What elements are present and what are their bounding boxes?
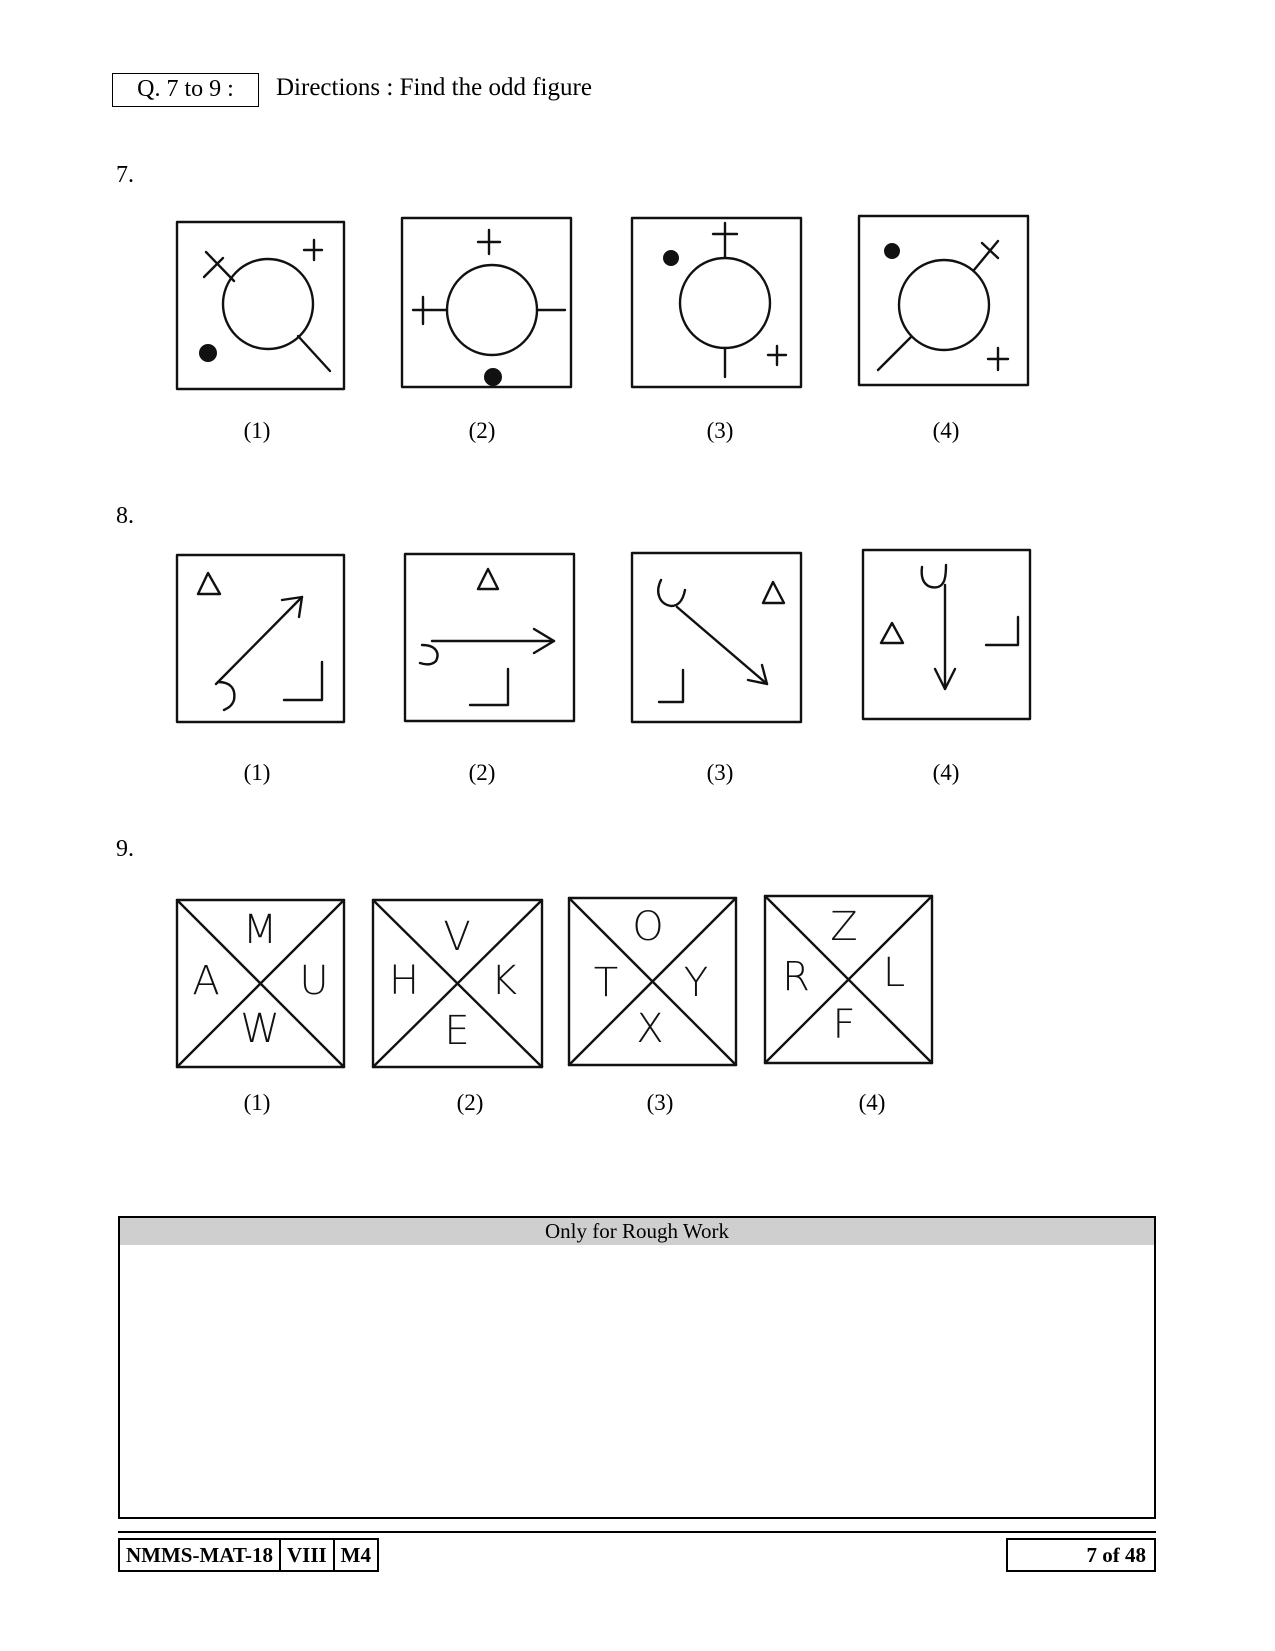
letter-left: A [192, 958, 220, 1004]
exam-class: VIII [281, 1540, 335, 1570]
corner-icon [470, 669, 508, 705]
arrow-icon [677, 607, 767, 684]
q8-option-2: (2) [468, 760, 496, 785]
frame-square [632, 553, 801, 722]
triangle-icon [881, 623, 903, 643]
rough-work-box [118, 1216, 1156, 1519]
q9-figure-3 [568, 897, 738, 1067]
letter-bottom: X [636, 1006, 664, 1052]
q9-figure-1 [176, 899, 346, 1069]
plus-icon [478, 230, 500, 254]
plus-icon [988, 348, 1008, 370]
letter-left: R [782, 954, 810, 1000]
question-number-9: 9. [116, 836, 134, 862]
letter-bottom: F [832, 1002, 856, 1048]
hook-icon [420, 645, 437, 664]
letter-bottom: W [240, 1006, 280, 1052]
exam-code: NMMS-MAT-18 [120, 1540, 281, 1570]
q8-option-1: (1) [243, 760, 271, 785]
letter-top: M [242, 907, 278, 953]
q8-option-3: (3) [706, 760, 734, 785]
circle-icon [899, 260, 989, 350]
question-number-7: 7. [116, 162, 134, 188]
q9-option-2: (2) [456, 1090, 484, 1115]
triangle-icon [198, 573, 220, 594]
q8-figure-1 [176, 554, 346, 724]
q9-option-1: (1) [243, 1090, 271, 1115]
circle-icon [223, 259, 313, 349]
directions-text: Directions : Find the odd figure [276, 74, 592, 101]
q9-option-3: (3) [646, 1090, 674, 1115]
corner-icon [284, 662, 322, 700]
dot-icon [663, 250, 679, 266]
q7-option-1: (1) [243, 418, 271, 443]
frame-square [402, 218, 571, 387]
letter-right: U [299, 958, 329, 1004]
exam-code-box [118, 1538, 379, 1572]
cross-icon [204, 252, 234, 281]
circle-icon [680, 258, 770, 348]
hook-icon [922, 565, 946, 587]
triangle-icon [478, 569, 498, 589]
q8-option-4: (4) [932, 760, 960, 785]
cross-icon [974, 241, 998, 270]
plus-icon [713, 223, 737, 258]
letter-top: O [632, 904, 664, 950]
triangle-icon [763, 582, 784, 603]
letter-right: Y [683, 960, 709, 1006]
corner-icon [986, 617, 1018, 645]
dot-icon [884, 243, 900, 259]
letter-bottom: E [444, 1008, 470, 1054]
q7-figure-1 [176, 221, 346, 391]
q9-figure-4 [764, 895, 934, 1065]
diagonal-line [298, 336, 330, 371]
frame-square [177, 222, 344, 389]
q8-figure-4 [862, 549, 1032, 721]
letter-right: K [490, 958, 518, 1004]
q8-figure-3 [631, 552, 803, 724]
frame-square [632, 218, 801, 387]
q7-figure-4 [858, 215, 1030, 387]
page-number: 7 of 48 [1006, 1538, 1156, 1572]
q7-figure-3 [631, 217, 803, 389]
letter-top: V [443, 914, 471, 960]
hook-icon [658, 580, 685, 606]
question-number-8: 8. [116, 503, 134, 529]
letter-left: H [388, 958, 420, 1004]
diagonal-line [878, 337, 911, 370]
q7-option-3: (3) [706, 418, 734, 443]
circle-icon [447, 265, 537, 355]
corner-icon [659, 670, 683, 702]
arrow-icon [216, 597, 302, 684]
q9-figure-2 [372, 899, 544, 1069]
q8-figure-2 [404, 553, 576, 723]
letter-right: L [882, 950, 906, 996]
plus-icon-left [413, 297, 447, 324]
rough-work-label: Only for Rough Work [120, 1218, 1154, 1245]
letter-top: Z [830, 904, 858, 950]
dot-icon [484, 368, 502, 386]
q9-option-4: (4) [858, 1090, 886, 1115]
footer-rule [118, 1531, 1156, 1533]
question-range-label: Q. 7 to 9 : [112, 73, 259, 107]
hook-icon [218, 682, 234, 710]
dot-icon [199, 344, 217, 362]
q7-option-2: (2) [468, 418, 496, 443]
letter-left: T [593, 960, 619, 1006]
plus-icon [304, 240, 322, 260]
q7-option-4: (4) [932, 418, 960, 443]
exam-set: M4 [340, 1543, 371, 1567]
plus-icon-small [768, 346, 786, 365]
q7-figure-2 [401, 217, 573, 389]
